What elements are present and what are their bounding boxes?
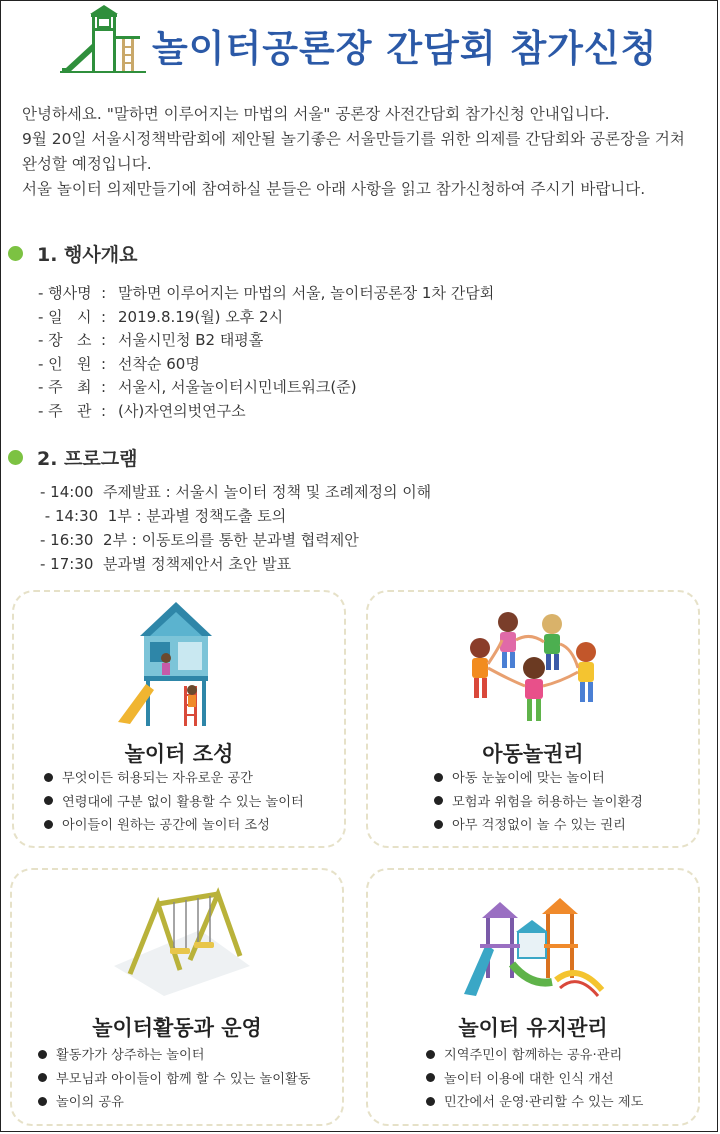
bullet-dot-icon: [8, 450, 23, 465]
overview-row: [38, 306, 494, 330]
overview-value: 서울시민청 B2 태평홀: [118, 331, 264, 349]
bullet-icon: [426, 1097, 435, 1106]
header: [0, 0, 720, 88]
item-text: 지역주민이 함께하는 공유·관리: [444, 1048, 623, 1063]
program-row: - 16:30 2부 : 이동토의를 통한 분과별 협력제안: [40, 531, 359, 549]
item-text: 활동가가 상주하는 놀이터: [56, 1048, 205, 1063]
item-text: 연령대에 구분 없이 활용할 수 있는 놀이터: [62, 794, 304, 810]
item-text: 아동 눈높이에 맞는 놀이터: [452, 771, 605, 786]
list-item: [426, 1091, 643, 1115]
bullet-icon: [434, 820, 443, 829]
bullet-icon: [44, 773, 53, 782]
playhouse-slide-icon: [110, 598, 240, 730]
overview-label: - 장 소 :: [38, 331, 107, 349]
card-playground-activity: [10, 868, 344, 1126]
overview-row: [38, 353, 494, 377]
bullet-icon: [426, 1050, 435, 1059]
bullet-icon: [44, 796, 53, 805]
card-title: 놀이터활동과 운영: [92, 1016, 262, 1040]
children-circle-icon: [460, 606, 610, 726]
list-item: [44, 791, 304, 815]
overview-row: [38, 376, 494, 400]
overview-label: - 주 최 :: [38, 378, 107, 396]
card-title: 아동놀권리: [482, 742, 584, 766]
section-title: 2. 프로그램: [37, 448, 138, 470]
program-row: - 14:00 주제발표 : 서울시 놀이터 정책 및 조례제정의 이해: [40, 483, 432, 501]
card-title: 놀이터 조성: [124, 742, 234, 766]
item-text: 아이들이 원하는 공간에 놀이터 조성: [62, 818, 270, 833]
list-item: [38, 1068, 310, 1092]
list-item: [44, 814, 304, 838]
intro-line: 안녕하세요. "말하면 이루어지는 마법의 서울" 공론장 사전간담회 참가신청 안내입니다.: [22, 105, 610, 123]
card-playground-maintenance: [366, 868, 700, 1126]
list-item: [38, 1044, 310, 1068]
overview-value: 2019.8.19(월) 오후 2시: [118, 307, 284, 326]
playground-logo-icon: [60, 4, 146, 74]
overview-value: 서울시, 서울놀이터시민네트워크(준): [118, 378, 357, 396]
program-row: - 14:30 1부 : 분과별 정책도출 토의: [40, 507, 287, 525]
list-item: [434, 767, 643, 791]
card-child-play-rights: [366, 590, 700, 848]
item-text: 놀이터 이용에 대한 인식 개선: [444, 1071, 614, 1087]
bullet-icon: [434, 773, 443, 782]
card-playground-creation: [12, 590, 346, 848]
item-text: 아무 걱정없이 놀 수 있는 권리: [452, 818, 626, 833]
card-items: [44, 767, 304, 838]
card-items: [426, 1044, 643, 1115]
overview-label: - 행사명 :: [38, 284, 107, 302]
bullet-icon: [434, 796, 443, 805]
item-text: 무엇이든 허용되는 자유로운 공간: [62, 771, 253, 786]
item-text: 민간에서 운영·관리할 수 있는 제도: [444, 1095, 644, 1110]
bullet-dot-icon: [8, 246, 23, 261]
list-item: [434, 814, 643, 838]
intro-line: 서울 놀이터 의제만들기에 참여하실 분들은 아래 사항을 읽고 참가신청하여 주시기 바랍니다.: [22, 180, 646, 198]
list-item: [434, 791, 643, 815]
list-item: [44, 767, 304, 791]
intro-line: 완성할 예정입니다.: [22, 155, 152, 173]
overview-label: - 일 시 :: [38, 307, 107, 326]
bullet-icon: [38, 1050, 47, 1059]
event-overview-list: [38, 282, 494, 423]
list-item: [426, 1044, 643, 1068]
card-items: [38, 1044, 310, 1115]
bullet-icon: [38, 1073, 47, 1082]
list-item: [38, 1091, 310, 1115]
overview-row: [38, 400, 494, 424]
page-title: 놀이터공론장 간담회 참가신청: [152, 27, 658, 70]
section-heading-program: [8, 444, 137, 471]
swing-set-icon: [100, 886, 260, 998]
list-item: [426, 1068, 643, 1092]
section-heading-overview: [8, 240, 137, 267]
play-structure-icon: [460, 884, 610, 1006]
item-text: 모험과 위험을 허용하는 놀이환경: [452, 794, 643, 810]
program-list: [40, 480, 431, 576]
overview-label: - 주 관 :: [38, 401, 107, 420]
overview-row: [38, 329, 494, 353]
bullet-icon: [38, 1097, 47, 1106]
item-text: 부모님과 아이들이 함께 할 수 있는 놀이활동: [56, 1071, 311, 1087]
overview-row: [38, 282, 494, 306]
card-items: [434, 767, 643, 838]
item-text: 놀이의 공유: [56, 1095, 124, 1110]
bullet-icon: [44, 820, 53, 829]
card-title: 놀이터 유지관리: [458, 1016, 608, 1040]
overview-value: 선착순 60명: [118, 354, 200, 373]
section-title: 1. 행사개요: [37, 244, 138, 266]
bullet-icon: [426, 1073, 435, 1082]
overview-label: - 인 원 :: [38, 354, 107, 373]
intro-line: 9월 20일 서울시정책박람회에 제안될 놀기좋은 서울만들기를 위한 의제를 간담회와 공론장을 거쳐: [22, 130, 685, 148]
intro-text: [22, 102, 712, 202]
program-row: - 17:30 분과별 정책제안서 초안 발표: [40, 555, 292, 573]
overview-value: (사)자연의벗연구소: [118, 401, 246, 420]
overview-value: 말하면 이루어지는 마법의 서울, 놀이터공론장 1차 간담회: [118, 284, 495, 302]
